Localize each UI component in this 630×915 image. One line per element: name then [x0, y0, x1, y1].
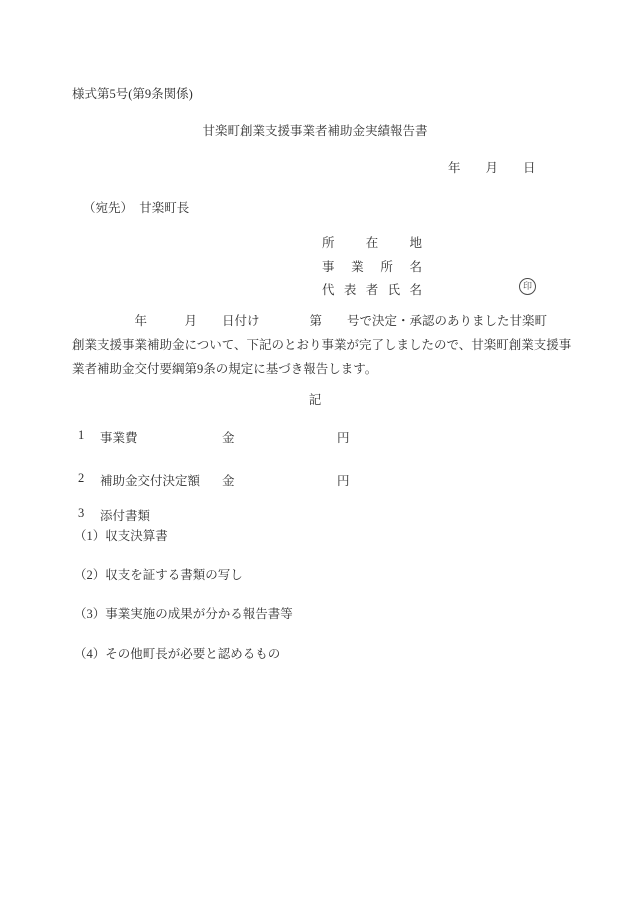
address-label: 所在地 [322, 236, 422, 250]
seal-mark-icon: 印 [519, 278, 536, 295]
business-name-label: 事業所名 [322, 260, 422, 274]
item-label: 補助金交付決定額 [100, 474, 201, 488]
body-line: 業者補助金交付要綱第9条の規定に基づき報告します。 [72, 362, 378, 376]
item-label: 添付書類 [100, 509, 151, 523]
amount-prefix: 金 [222, 431, 235, 445]
addressee: （宛先） 甘楽町長 [83, 201, 190, 215]
attachment-item-3: （3）事業実施の成果が分かる報告書等 [74, 607, 293, 621]
document-title: 甘楽町創業支援事業者補助金実績報告書 [202, 124, 428, 138]
item-number: 3 [78, 506, 85, 520]
amount-suffix: 円 [337, 431, 350, 445]
item-number: 2 [78, 471, 85, 485]
record-heading: 記 [308, 393, 322, 407]
item-label: 事業費 [100, 431, 138, 445]
form-number: 様式第5号(第9条関係) [72, 87, 193, 101]
item-number: 1 [78, 428, 85, 442]
representative-name-label: 代表者氏名 [322, 283, 422, 297]
attachment-item-1: （1）収支決算書 [74, 529, 168, 543]
amount-suffix: 円 [337, 474, 350, 488]
body-line: 年 月 日付け 第 号で決定・承認のありました甘楽町 [72, 314, 548, 328]
date-line: 年 月 日 [448, 161, 536, 175]
attachment-item-4: （4）その他町長が必要と認めるもの [74, 647, 281, 661]
amount-prefix: 金 [222, 474, 235, 488]
body-line: 創業支援事業補助金について、下記のとおり事業が完了しましたので、甘楽町創業支援事 [72, 338, 572, 352]
body-paragraph [72, 309, 577, 381]
attachment-item-2: （2）収支を証する書類の写し [74, 568, 243, 582]
